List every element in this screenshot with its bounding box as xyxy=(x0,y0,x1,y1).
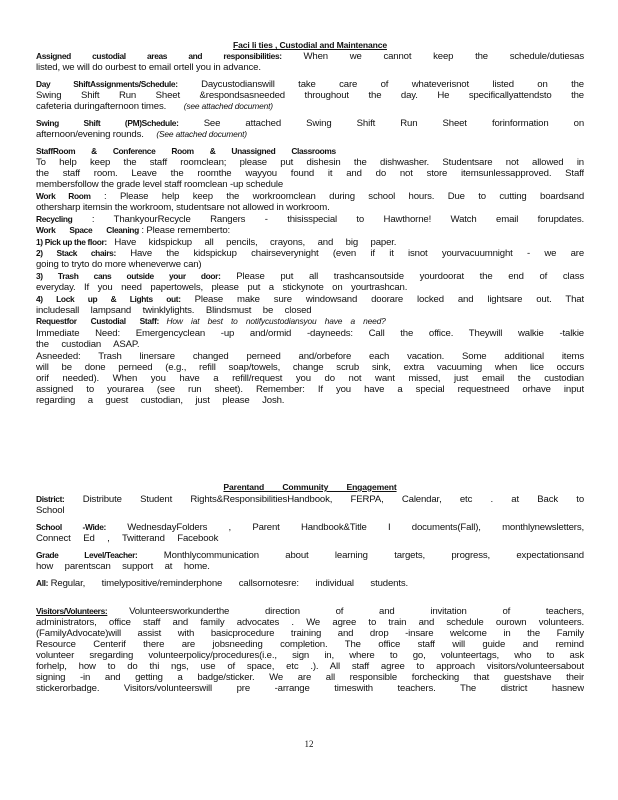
paragraph-line xyxy=(36,146,584,157)
label-swing-shift: Swing Shift (PM)Schedule: xyxy=(36,118,179,128)
paragraph-line: the custodian ASAP. xyxy=(36,339,140,350)
paragraph-line: Work Room : Please help keep the workroomclean during school hours. Due to cutting boardsand xyxy=(36,191,584,202)
paragraph-line: (FamilyAdvocate)will assist with basicprocedure training and drop -insare welcome in the Family xyxy=(36,628,584,639)
label-assigned: Assigned custodial areas and responsibilities: xyxy=(36,51,282,61)
paragraph-line: assigned to yourarea (see run sheet). Remember: If you have a special requestneed orhave input xyxy=(36,384,584,395)
list-item: 4) Lock up & Lights out: Please make sure windowsand doorare locked and lightsare out. That xyxy=(36,294,584,305)
paragraph-line: Connect Ed , Twitterand Facebook xyxy=(36,533,219,544)
paragraph-line: cafeteria duringafternoon times. (see attached document) xyxy=(36,101,273,112)
paragraph-line: All: Regular, timelypositive/reminderphone callsornotesre: individual students. xyxy=(36,578,409,589)
paragraph-line: Recycling : ThankyourRecycle Rangers - thisisspecial to Hawthorne! Watch email forupdates. xyxy=(36,214,584,225)
paragraph-line: School xyxy=(36,505,65,516)
paragraph-line: signing -in and getting a badge/sticker. We are all responsible forchecking that guestshave their xyxy=(36,672,584,683)
paragraph-line: how parentscan support at home. xyxy=(36,561,210,572)
paragraph-line: membersfollow the grade level staff roomclean -up schedule xyxy=(36,179,284,190)
paragraph-line: Swing Shift Run Sheet &respondsasneeded throughout the day. He specificallyattendsto the xyxy=(36,90,584,101)
paragraph-line: District: Distribute Student Rights&ResponsibilitiesHandbook, FERPA, Calendar, etc . at Back to xyxy=(36,494,584,505)
paragraph-line: Assigned custodial areas and responsibilities: When we cannot keep the schedule/dutiesas xyxy=(36,51,584,62)
paragraph-line: volunteer sregarding volunteerpolicy/procedures(i.e., sign in, where to go, volunteertags, who to ask xyxy=(36,650,584,661)
paragraph-line: afternoon/evening rounds. (See attached document) xyxy=(36,129,247,140)
paragraph-line: forhelp, how to do thi ngs, use of space, etc .). All staff agree to approach visitors/volunteersabout xyxy=(36,661,584,672)
section-heading-facilities: Faci li ties , Custodial and Maintenance xyxy=(233,40,387,50)
paragraph-line: othersharp itemsin the workroom, studentsare not allowed in workroom. xyxy=(36,202,330,213)
paragraph-line: Work Space Cleaning : Please rememberto: xyxy=(36,225,231,236)
note-attached: (see attached document) xyxy=(183,101,273,111)
list-item: 2) Stack chairs: Have the kidspickup chairseverynight (even if it isnot yourvacuumnight - we are xyxy=(36,248,584,259)
list-item: going to tryto do more wheneverwe can) xyxy=(36,259,202,270)
list-item: includesall lampsand twinklylights. Blindsmust be closed xyxy=(36,305,312,316)
list-item: 1) Pick up the floor: Have kidspickup all pencils, crayons, and big paper. xyxy=(36,237,397,248)
paragraph-line: Resource Centerif there are jobsneeding completion. The office staff will guide and remind xyxy=(36,639,584,650)
list-item: everyday. If you need papertowels, please put a stickynote on yourtrashcan. xyxy=(36,282,408,293)
label-day-shift: Day ShiftAssignments/Schedule: xyxy=(36,79,178,89)
label-grade-level: Grade Level/Teacher: xyxy=(36,550,138,560)
list-item: 3) Trash cans outside your door: Please put all trashcansoutside yourdoorat the end of class xyxy=(36,271,584,282)
paragraph-line: listed, we will do ourbest to email ortell you in advance. xyxy=(36,62,261,73)
paragraph-line: administrators, office staff and family advocates . We agree to train and schedule ourown volunteers. xyxy=(36,617,584,628)
paragraph-line: regarding a guest custodian, just please Josh. xyxy=(36,395,285,406)
label-request-custodial: Requestfor Custodial Staff: xyxy=(36,316,159,326)
paragraph-line: School -Wide: WednesdayFolders , Parent Handbook&Title I documents(Fall), monthlynewsletters, xyxy=(36,522,584,533)
paragraph-line: will be done perneed (e.g., refill soap/towels, change scrub sink, extra vacuuming when lice occurs xyxy=(36,362,584,373)
paragraph-line: Swing Shift (PM)Schedule: See attached Swing Shift Run Sheet forinformation on xyxy=(36,118,584,129)
paragraph-line: the staff room. Leave the roomthe wayyou found it and do not store itemsunlessapproved. Staff xyxy=(36,168,584,179)
paragraph-line: Day ShiftAssignments/Schedule: Daycustodianswill take care of whateverisnot listed on the xyxy=(36,79,584,90)
paragraph-line: Requestfor Custodial Staff: How iat best to notifycustodiansyou have a need? xyxy=(36,316,386,326)
label-work-room: Work Room xyxy=(36,191,91,201)
label-staff-room: StaffRoom & Conference Room & Unassigned Classrooms xyxy=(36,146,336,156)
section-heading-engagement: Parentand Community Engagement xyxy=(223,482,397,492)
note-attached: (See attached document) xyxy=(156,129,247,139)
label-school-wide: School -Wide: xyxy=(36,522,106,532)
label-recycling: Recycling xyxy=(36,214,73,224)
paragraph-line: Visitors/Volunteers: Volunteersworkunderthe direction of and invitation of teachers, xyxy=(36,606,584,617)
label-visitors-volunteers: Visitors/Volunteers: xyxy=(36,606,108,616)
label-work-space: Work Space Cleaning xyxy=(36,225,139,235)
paragraph-line: stickerorbadge. Visitors/volunteerswill pre -arrange timeswith teachers. The district hasnew xyxy=(36,683,584,694)
paragraph-line: Asneeded: Trash linersare changed perneed and/orbefore each vacation. Some additional items xyxy=(36,351,584,362)
page-number: 12 xyxy=(304,739,314,749)
label-district: District: xyxy=(36,494,65,504)
paragraph-line: Grade Level/Teacher: Monthlycommunication about learning targets, progress, expectationsand xyxy=(36,550,584,561)
paragraph-line: To help keep the staff roomclean; please put dishesin the dishwasher. Studentsare not allowed in xyxy=(36,157,584,168)
label-all: All: xyxy=(36,578,49,588)
paragraph-line: Immediate Need: Emergencyclean -up and/ormid -dayneeds: Call the office. Theywill walkie -talkie xyxy=(36,328,584,339)
paragraph-line: orif needed). When you have a refill/request you do not want missed, just email the custodian xyxy=(36,373,584,384)
